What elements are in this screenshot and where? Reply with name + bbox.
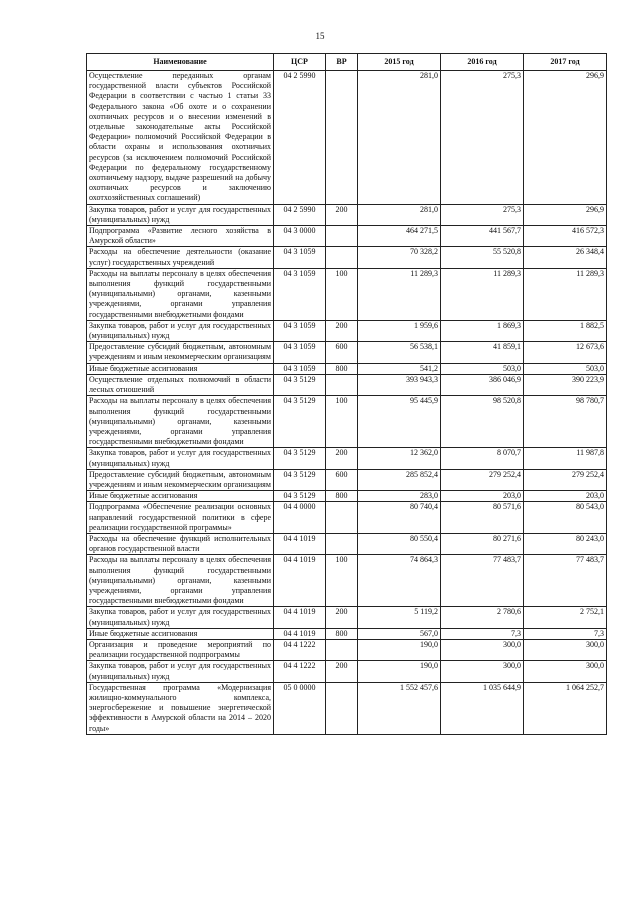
table-row	[87, 533, 607, 554]
csr-cell: 04 3 5129	[274, 396, 326, 448]
amount-2017-cell: 503,0	[524, 363, 607, 374]
amount-2016-cell: 41 859,1	[441, 342, 524, 363]
amount-2015-cell: 567,0	[358, 628, 441, 639]
vr-cell	[326, 533, 358, 554]
vr-cell	[326, 502, 358, 534]
amount-2015-cell: 190,0	[358, 639, 441, 660]
vr-cell	[326, 226, 358, 247]
amount-2017-cell: 11 289,3	[524, 268, 607, 320]
amount-2015-cell: 190,0	[358, 661, 441, 682]
csr-cell: 04 4 1019	[274, 607, 326, 628]
vr-cell: 800	[326, 363, 358, 374]
name-cell: Предоставление субсидий бюджетным, автономным учреждениям и иным некоммерческим организациям	[87, 469, 274, 490]
table-row	[87, 469, 607, 490]
amount-2015-cell: 5 119,2	[358, 607, 441, 628]
amount-2015-cell: 74 864,3	[358, 555, 441, 607]
amount-2016-cell: 300,0	[441, 639, 524, 660]
column-header-2016: 2016 год	[441, 54, 524, 71]
csr-cell: 04 4 0000	[274, 502, 326, 534]
name-cell: Иные бюджетные ассигнования	[87, 491, 274, 502]
vr-cell: 200	[326, 320, 358, 341]
name-cell: Закупка товаров, работ и услуг для государственных (муниципальных) нужд	[87, 661, 274, 682]
table-row	[87, 374, 607, 395]
amount-2017-cell: 416 572,3	[524, 226, 607, 247]
name-cell: Осуществление переданных органам государственной власти субъектов Российской Федерации в соответствии с частью 1 статьи 33 Федерального закона «Об охоте и о сохранении охотничьих ресурсов и о внесении изменений в отдельные законодательные акты Российской Федерации» полномочий Российской Федерации в области охраны и использования охотничьих ресурсов (за исключением полномочий Российской Федерации по федеральному государственному охотничьему надзору, выдаче разрешений на добычу охотничьих ресурсов и заключению охотхозяйственных соглашений)	[87, 71, 274, 205]
table-row	[87, 448, 607, 469]
amount-2017-cell: 7,3	[524, 628, 607, 639]
csr-cell: 04 2 5990	[274, 71, 326, 205]
amount-2015-cell: 70 328,2	[358, 247, 441, 268]
table-row	[87, 71, 607, 205]
table-row	[87, 320, 607, 341]
table-row	[87, 491, 607, 502]
amount-2017-cell: 296,9	[524, 204, 607, 225]
name-cell: Расходы на выплаты персоналу в целях обеспечения выполнения функций государственными (муниципальными) органами, казенными учреждениями, органами управления государственными внебюджетными фондами	[87, 555, 274, 607]
name-cell: Закупка товаров, работ и услуг для государственных (муниципальных) нужд	[87, 448, 274, 469]
amount-2015-cell: 541,2	[358, 363, 441, 374]
table-row	[87, 247, 607, 268]
csr-cell: 04 3 1059	[274, 363, 326, 374]
table-row	[87, 342, 607, 363]
amount-2017-cell: 203,0	[524, 491, 607, 502]
csr-cell: 04 3 1059	[274, 342, 326, 363]
vr-cell: 800	[326, 491, 358, 502]
name-cell: Закупка товаров, работ и услуг для государственных (муниципальных) нужд	[87, 607, 274, 628]
amount-2015-cell: 12 362,0	[358, 448, 441, 469]
amount-2015-cell: 283,0	[358, 491, 441, 502]
amount-2015-cell: 11 289,3	[358, 268, 441, 320]
csr-cell: 04 3 1059	[274, 268, 326, 320]
csr-cell: 04 3 5129	[274, 469, 326, 490]
table-row	[87, 396, 607, 448]
vr-cell: 600	[326, 469, 358, 490]
amount-2015-cell: 80 550,4	[358, 533, 441, 554]
amount-2017-cell: 296,9	[524, 71, 607, 205]
table-row	[87, 682, 607, 734]
vr-cell	[326, 639, 358, 660]
name-cell: Расходы на выплаты персоналу в целях обеспечения выполнения функций государственными (муниципальными) органами, казенными учреждениями, органами управления государственными внебюджетными фондами	[87, 268, 274, 320]
amount-2016-cell: 80 571,6	[441, 502, 524, 534]
column-header-csr: ЦСР	[274, 54, 326, 71]
name-cell: Иные бюджетные ассигнования	[87, 628, 274, 639]
name-cell: Государственная программа «Модернизация жилищно-коммунального комплекса, энергосбережение и повышение энергетической эффективности в Амурской области на 2014 – 2020 годы»	[87, 682, 274, 734]
amount-2016-cell: 300,0	[441, 661, 524, 682]
amount-2016-cell: 1 869,3	[441, 320, 524, 341]
table-row	[87, 607, 607, 628]
name-cell: Предоставление субсидий бюджетным, автономным учреждениям и иным некоммерческим организациям	[87, 342, 274, 363]
amount-2016-cell: 55 520,8	[441, 247, 524, 268]
amount-2016-cell: 386 046,9	[441, 374, 524, 395]
amount-2015-cell: 1 552 457,6	[358, 682, 441, 734]
amount-2016-cell: 203,0	[441, 491, 524, 502]
amount-2016-cell: 11 289,3	[441, 268, 524, 320]
column-header-vr: ВР	[326, 54, 358, 71]
vr-cell: 600	[326, 342, 358, 363]
vr-cell: 200	[326, 448, 358, 469]
amount-2017-cell: 98 780,7	[524, 396, 607, 448]
csr-cell: 04 4 1222	[274, 639, 326, 660]
amount-2017-cell: 1 882,5	[524, 320, 607, 341]
vr-cell	[326, 247, 358, 268]
csr-cell: 04 3 0000	[274, 226, 326, 247]
amount-2017-cell: 300,0	[524, 639, 607, 660]
name-cell: Расходы на обеспечение деятельности (оказание услуг) государственных учреждений	[87, 247, 274, 268]
amount-2015-cell: 281,0	[358, 71, 441, 205]
amount-2017-cell: 11 987,8	[524, 448, 607, 469]
amount-2016-cell: 80 271,6	[441, 533, 524, 554]
csr-cell: 04 4 1019	[274, 555, 326, 607]
table-row	[87, 502, 607, 534]
amount-2015-cell: 464 271,5	[358, 226, 441, 247]
vr-cell	[326, 71, 358, 205]
amount-2016-cell: 275,3	[441, 71, 524, 205]
amount-2016-cell: 441 567,7	[441, 226, 524, 247]
amount-2017-cell: 300,0	[524, 661, 607, 682]
amount-2016-cell: 8 070,7	[441, 448, 524, 469]
table-row	[87, 639, 607, 660]
vr-cell: 800	[326, 628, 358, 639]
csr-cell: 04 2 5990	[274, 204, 326, 225]
vr-cell	[326, 374, 358, 395]
csr-cell: 04 3 1059	[274, 247, 326, 268]
vr-cell	[326, 682, 358, 734]
amount-2015-cell: 95 445,9	[358, 396, 441, 448]
amount-2017-cell: 77 483,7	[524, 555, 607, 607]
csr-cell: 04 3 5129	[274, 491, 326, 502]
table-header-row	[87, 54, 607, 71]
column-header-2015: 2015 год	[358, 54, 441, 71]
table-row	[87, 628, 607, 639]
table-row	[87, 268, 607, 320]
csr-cell: 04 4 1019	[274, 533, 326, 554]
amount-2016-cell: 503,0	[441, 363, 524, 374]
name-cell: Иные бюджетные ассигнования	[87, 363, 274, 374]
amount-2016-cell: 77 483,7	[441, 555, 524, 607]
amount-2015-cell: 80 740,4	[358, 502, 441, 534]
name-cell: Расходы на выплаты персоналу в целях обеспечения выполнения функций государственными (муниципальными) органами, казенными учреждениями, органами управления государственными внебюджетными фондами	[87, 396, 274, 448]
amount-2017-cell: 26 348,4	[524, 247, 607, 268]
table-row	[87, 555, 607, 607]
name-cell: Подпрограмма «Обеспечение реализации основных направлений государственной политики в сфере реализации государственной программы»	[87, 502, 274, 534]
amount-2016-cell: 7,3	[441, 628, 524, 639]
vr-cell: 100	[326, 268, 358, 320]
amount-2015-cell: 285 852,4	[358, 469, 441, 490]
csr-cell: 04 3 5129	[274, 374, 326, 395]
amount-2017-cell: 1 064 252,7	[524, 682, 607, 734]
amount-2017-cell: 12 673,6	[524, 342, 607, 363]
amount-2016-cell: 98 520,8	[441, 396, 524, 448]
csr-cell: 04 4 1019	[274, 628, 326, 639]
csr-cell: 05 0 0000	[274, 682, 326, 734]
name-cell: Расходы на обеспечение функций исполнительных органов государственной власти	[87, 533, 274, 554]
amount-2017-cell: 2 752,1	[524, 607, 607, 628]
table-body	[87, 71, 607, 735]
name-cell: Закупка товаров, работ и услуг для государственных (муниципальных) нужд	[87, 204, 274, 225]
csr-cell: 04 3 5129	[274, 448, 326, 469]
table-row	[87, 661, 607, 682]
table-row	[87, 363, 607, 374]
amount-2017-cell: 80 543,0	[524, 502, 607, 534]
vr-cell: 200	[326, 204, 358, 225]
vr-cell: 200	[326, 607, 358, 628]
name-cell: Закупка товаров, работ и услуг для государственных (муниципальных) нужд	[87, 320, 274, 341]
amount-2016-cell: 279 252,4	[441, 469, 524, 490]
amount-2017-cell: 279 252,4	[524, 469, 607, 490]
csr-cell: 04 4 1222	[274, 661, 326, 682]
amount-2015-cell: 1 959,6	[358, 320, 441, 341]
name-cell: Подпрограмма «Развитие лесного хозяйства в Амурской области»	[87, 226, 274, 247]
amount-2016-cell: 2 780,6	[441, 607, 524, 628]
vr-cell: 200	[326, 661, 358, 682]
vr-cell: 100	[326, 396, 358, 448]
column-header-name: Наименование	[87, 54, 274, 71]
column-header-2017: 2017 год	[524, 54, 607, 71]
amount-2015-cell: 281,0	[358, 204, 441, 225]
amount-2015-cell: 56 538,1	[358, 342, 441, 363]
amount-2017-cell: 390 223,9	[524, 374, 607, 395]
amount-2017-cell: 80 243,0	[524, 533, 607, 554]
amount-2016-cell: 275,3	[441, 204, 524, 225]
name-cell: Организация и проведение мероприятий по реализации государственной подпрограммы	[87, 639, 274, 660]
table-row	[87, 226, 607, 247]
vr-cell: 100	[326, 555, 358, 607]
table-row	[87, 204, 607, 225]
amount-2015-cell: 393 943,3	[358, 374, 441, 395]
amount-2016-cell: 1 035 644,9	[441, 682, 524, 734]
page-number: 15	[315, 31, 325, 41]
budget-table	[86, 53, 607, 735]
name-cell: Осуществление отдельных полномочий в области лесных отношений	[87, 374, 274, 395]
csr-cell: 04 3 1059	[274, 320, 326, 341]
